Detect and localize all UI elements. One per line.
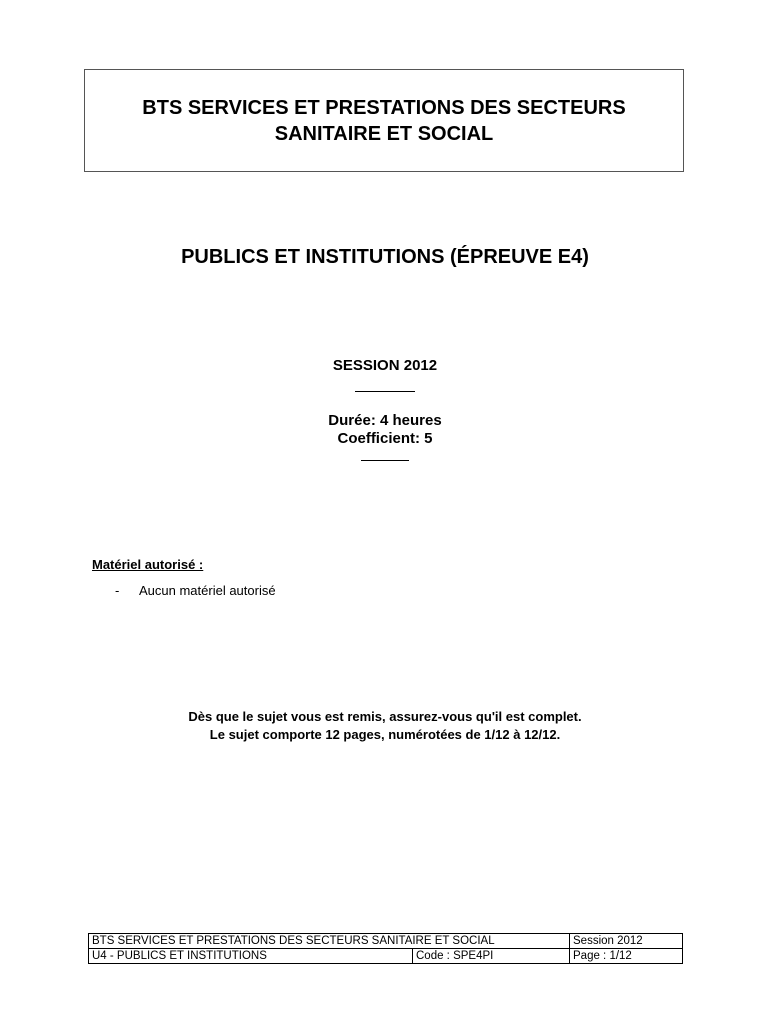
header-line-2: SANITAIRE ET SOCIAL: [274, 122, 494, 145]
coefficient-text: Coefficient: 5: [337, 430, 433, 447]
separator-rule: [355, 391, 415, 392]
table-row: [89, 949, 683, 964]
footer-page-cell: Page : 1/12: [570, 949, 683, 964]
footer-table: [88, 933, 683, 964]
list-item: [92, 583, 276, 599]
notice: [0, 708, 770, 744]
footer-session-cell: Session 2012: [570, 934, 683, 949]
list-item-text: Aucun matériel autorisé: [139, 583, 276, 598]
notice-line-1: Dès que le sujet vous est remis, assurez-vous qu'il est complet.: [188, 709, 582, 724]
subject-title: PUBLICS ET INSTITUTIONS (ÉPREUVE E4): [181, 246, 589, 268]
header-box: [84, 69, 684, 172]
footer-code-cell: Code : SPE4PI: [413, 949, 570, 964]
notice-line-2: Le sujet comporte 12 pages, numérotées de 1/12 à 12/12.: [209, 727, 561, 742]
table-row: [89, 934, 683, 949]
header-line-1: BTS SERVICES ET PRESTATIONS DES SECTEURS: [142, 96, 626, 119]
materiel-heading: Matériel autorisé :: [92, 557, 204, 572]
separator-rule: [361, 460, 409, 461]
session-block: [285, 357, 485, 461]
materiel-section: [92, 557, 276, 599]
footer-title-cell: BTS SERVICES ET PRESTATIONS DES SECTEURS SANITAIRE ET SOCIAL: [89, 934, 570, 949]
footer-unit-cell: U4 - PUBLICS ET INSTITUTIONS: [89, 949, 413, 964]
session-label: SESSION 2012: [332, 357, 438, 374]
bullet-dash: -: [115, 583, 120, 598]
duration-text: Durée: 4 heures: [328, 412, 442, 429]
